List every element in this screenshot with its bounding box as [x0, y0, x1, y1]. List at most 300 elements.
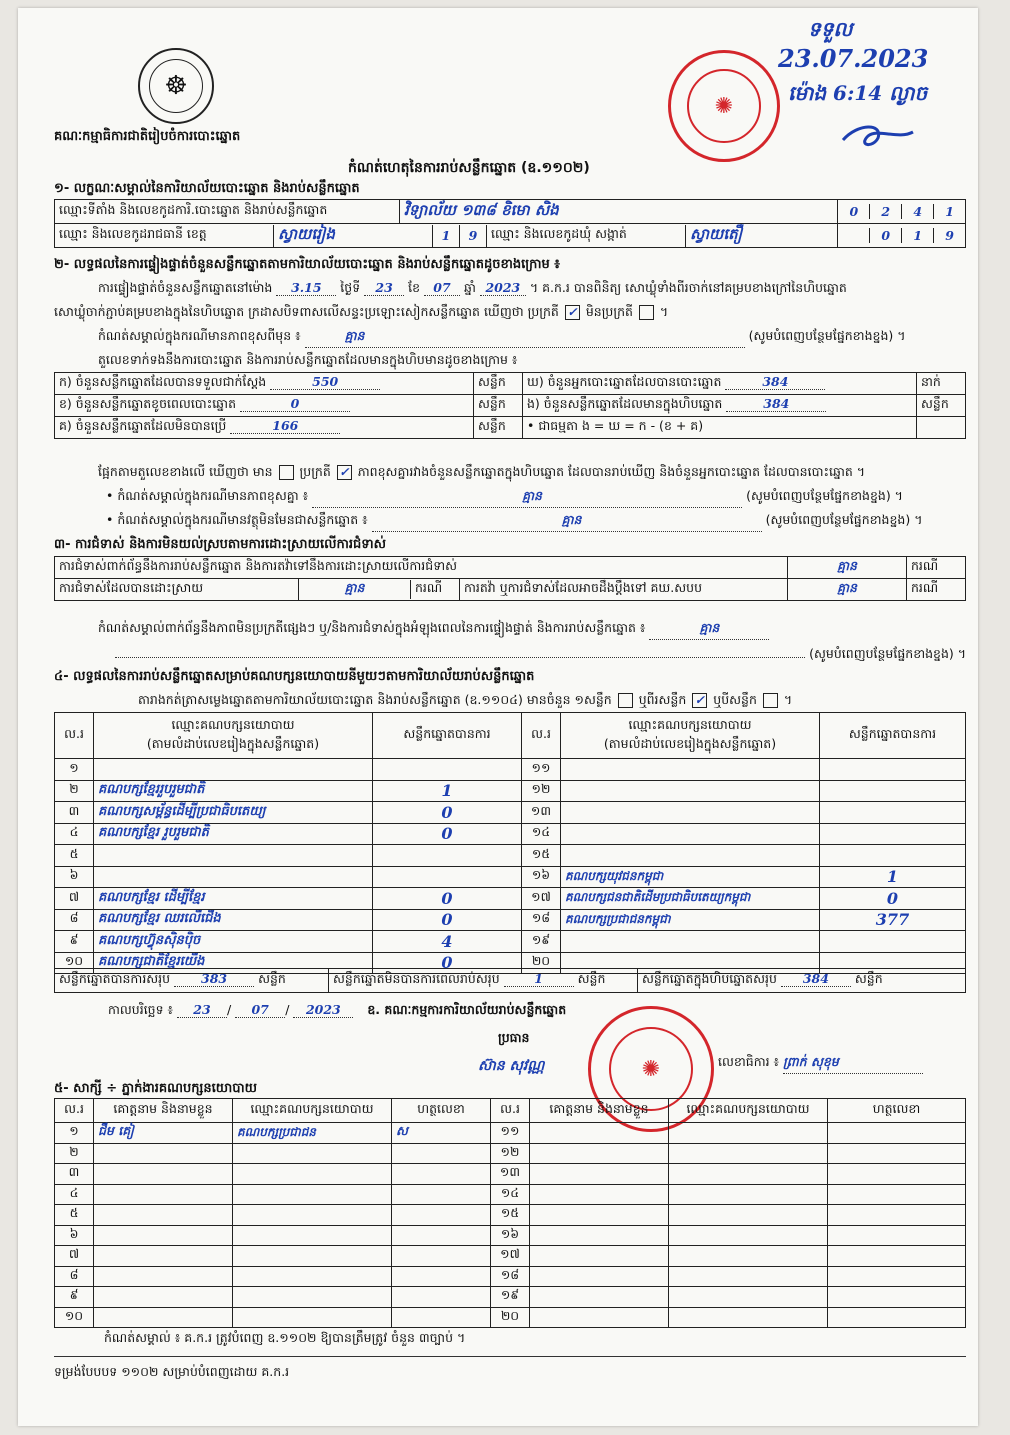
diff-note	[106, 488, 966, 508]
note-value: គ្មាន	[305, 328, 745, 348]
count-label: គ) ចំនួនសន្លឹកឆ្នោតដែលមិនបានប្រើ	[59, 418, 227, 433]
total-invalid	[329, 969, 638, 993]
total-valid	[55, 969, 329, 993]
witness-name	[530, 1287, 669, 1308]
witness-row	[55, 1205, 966, 1226]
text: ឆ្នាំ	[463, 280, 476, 295]
party-votes: 377	[820, 909, 966, 931]
section1-title: ១- លក្ខណៈសម្គាល់នៃការិយាល័យបោះឆ្នោត និងរាប់សន្លឹកឆ្នោត	[54, 181, 360, 196]
witness-party	[669, 1246, 828, 1267]
row-number: ១៦	[522, 866, 561, 888]
row-number: ៦	[55, 866, 94, 888]
seal-emblem-icon: ✺	[687, 69, 761, 143]
row-number: ១	[55, 759, 94, 781]
date-month: 07	[235, 1002, 285, 1018]
secretary-line: លេខាធិការ ៖ ព្រាក់ សុខុម	[718, 1054, 923, 1074]
one-sheet-checkbox[interactable]	[618, 693, 633, 708]
row-number: ១៥	[491, 1205, 530, 1226]
witness-party	[669, 1225, 828, 1246]
party-name	[94, 759, 373, 781]
witness-signature	[392, 1205, 491, 1226]
section1-table	[54, 199, 966, 248]
party-votes: 0	[373, 888, 522, 910]
text: ប្រក្រតី	[299, 464, 331, 479]
row-number: ១៦	[491, 1225, 530, 1246]
party-name: គណបក្សខ្មែរ ឈរលើជើង	[94, 909, 373, 931]
chair-signature: ស៊ាន សុវណ្ណ	[478, 1058, 545, 1074]
witness-row	[55, 1307, 966, 1328]
row-number: ៥	[55, 845, 94, 867]
witness-row	[55, 1143, 966, 1164]
row-number: ១៣	[522, 802, 561, 824]
secretary-name: ព្រាក់ សុខុម	[783, 1054, 923, 1074]
witness-name	[94, 1266, 233, 1287]
witness-party	[233, 1205, 392, 1226]
section3-hint	[54, 646, 966, 665]
verification-line	[98, 280, 968, 299]
row-number: ៣	[55, 1164, 94, 1185]
party-name: គណបក្សជនជាតិដើមប្រជាធិបតេយ្យកម្ពុជា	[561, 888, 820, 910]
text: ខែ	[408, 280, 421, 295]
witness-party	[233, 1164, 392, 1185]
witness-signature	[828, 1205, 966, 1226]
compare-line	[98, 464, 865, 483]
witness-name	[94, 1164, 233, 1185]
witness-name	[94, 1184, 233, 1205]
section4-title: ៤- លទ្ធផលនៃការរាប់សន្លឹកឆ្នោតសម្រាប់គណបក្សនយោបាយនីមួយៗតាមការិយាល័យរាប់សន្លឹកឆ្នោត	[54, 669, 535, 684]
commune-code-digit: 1	[902, 228, 934, 243]
row-number: ១៤	[522, 823, 561, 845]
count-unit	[917, 417, 966, 439]
section5-note: កំណត់សម្គាល់ ៖ គ.ក.រ ត្រូវបំពេញ ឧ.១១០២ ឱ្យបានត្រឹមត្រូវ ចំនួន ៣ច្បាប់ ។	[104, 1330, 466, 1345]
row-number: ១១	[522, 759, 561, 781]
row-number: ៤	[55, 1184, 94, 1205]
party-votes	[373, 866, 522, 888]
col-sign: ហត្ថលេខា	[828, 1099, 966, 1123]
row-number: ២០	[522, 952, 561, 974]
row-number: ១០	[55, 952, 94, 974]
party-votes: 0	[373, 823, 522, 845]
date-line: កាលបរិច្ឆេទ ៖ 23 / 07 / 2023 ឧ. គណៈកម្មការការិយាល័យរាប់សន្លឹកឆ្នោត	[108, 1002, 567, 1017]
party-name	[561, 802, 820, 824]
witness-signature	[828, 1143, 966, 1164]
count-label: ក) ចំនួនសន្លឹកឆ្នោតដែលបានទទួលជាក់ស្ដែង	[59, 374, 267, 389]
witness-party	[233, 1266, 392, 1287]
party-name	[561, 823, 820, 845]
count-label: ឃ) ចំនួនអ្នកបោះឆ្នោតដែលបានបោះឆ្នោត	[527, 374, 722, 389]
resolved-value: គ្មាន	[344, 580, 365, 595]
received-date: 23.07.2023	[778, 44, 929, 73]
col-votes: សន្លឹកឆ្នោតបានការ	[820, 713, 966, 759]
results-totals	[54, 968, 966, 993]
result-row	[55, 802, 966, 824]
witness-signature	[828, 1123, 966, 1144]
party-name: គណបក្សសម្ព័ន្ធដើម្បីប្រជាធិបតេយ្យ	[94, 802, 373, 824]
count-value: 384	[725, 374, 825, 390]
col-party	[94, 713, 373, 759]
committee-label: ឧ. គណៈកម្មការការិយាល័យរាប់សន្លឹកឆ្នោត	[367, 1002, 567, 1017]
time-value: 3.15	[276, 280, 336, 296]
witness-table	[54, 1098, 966, 1328]
party-name: គណបក្សយុវជនកម្ពុជា	[561, 866, 820, 888]
seal-check-line: សោឃ្លុំចាក់ភ្ជាប់គម្របខាងក្នុងនៃហិបឆ្នោត ក្រដាសបិទពាសលើសន្ទះប្រឡោះសៀកសន្លឹកឆ្នោត ឃើញថា ប្រក្រតី ✓ មិនប្រក្រតី ។	[54, 304, 669, 319]
text: ឈ្មោះគណបក្សនយោបាយ	[628, 716, 752, 732]
compare-checkbox-ok[interactable]	[279, 465, 294, 480]
count-row	[55, 395, 966, 417]
row-number: ១១	[491, 1123, 530, 1144]
witness-signature	[828, 1266, 966, 1287]
count-item	[523, 373, 917, 395]
complaints-table	[54, 556, 966, 601]
witness-party	[669, 1164, 828, 1185]
commune-label: ឈ្មោះ និងលេខកូដឃុំ សង្កាត់	[487, 225, 686, 247]
witness-name	[530, 1225, 669, 1246]
row-number: ១៥	[522, 845, 561, 867]
party-name	[94, 866, 373, 888]
party-votes	[373, 759, 522, 781]
divider	[54, 1356, 966, 1357]
text: ភាពខុសគ្នារវាងចំនួនសន្លឹកឆ្នោតក្នុងហិបឆ្នោត ដែលបានរាប់ឃើញ និងចំនួនអ្នកបោះឆ្នោត ដែលបានបោះឆ្នោត ។	[357, 464, 865, 479]
row-number: ៥	[55, 1205, 94, 1226]
witness-party	[233, 1307, 392, 1328]
party-name: គណបក្សខ្មែរ ដើម្បីខ្មែរ	[94, 888, 373, 910]
witness-signature	[828, 1184, 966, 1205]
row-number: ៧	[55, 1246, 94, 1267]
normal-checkbox[interactable]: ✓	[565, 305, 580, 320]
witness-signature	[392, 1164, 491, 1185]
row-number: ២	[55, 780, 94, 802]
witness-signature	[392, 1143, 491, 1164]
witness-name	[530, 1246, 669, 1267]
appeal-value: គ្មាន	[788, 579, 907, 601]
result-row	[55, 823, 966, 845]
three-sheet-checkbox[interactable]	[763, 693, 778, 708]
row-number: ១៤	[491, 1184, 530, 1205]
ballot-count-form	[18, 8, 978, 1426]
witness-name	[94, 1287, 233, 1308]
witness-name	[94, 1143, 233, 1164]
province-code-digit: 1	[433, 225, 460, 247]
total-box-value: 384	[781, 971, 851, 987]
total-invalid-value: 1	[504, 971, 574, 987]
appeal-label: ការតវ៉ា ឬការជំទាស់ដែលអាចដឹងប្ដឹងទៅ គឃ.សបប	[460, 579, 788, 601]
col-votes: សន្លឹកឆ្នោតបានការ	[373, 713, 522, 759]
text: កំណត់សម្គាល់ពាក់ព័ន្ធនឹងភាពមិនប្រក្រតីផ្សេងៗ ឬ/និងការជំទាស់ក្នុងអំឡុងពេលនៃការផ្ទៀងផ្ទាត់ និងការរាប់សន្លឹកឆ្នោត ៖	[98, 620, 646, 635]
text: សន្លឹកឆ្នោតបានការសរុប	[59, 971, 171, 986]
col-no: ល.រ	[491, 1099, 530, 1123]
text: សន្លឹក	[577, 971, 606, 986]
witness-name	[530, 1307, 669, 1328]
witness-party	[669, 1143, 828, 1164]
count-label: ខ) ចំនួនសន្លឹកឆ្នោតខូចពេលបោះឆ្នោត	[59, 396, 237, 411]
witness-row	[55, 1164, 966, 1185]
text: ការផ្ទៀងផ្ទាត់ចំនួនសន្លឹកឆ្នោតនៅម៉ោង	[98, 280, 273, 295]
party-votes	[373, 845, 522, 867]
object-note	[106, 512, 966, 532]
count-item	[55, 417, 474, 439]
text: ឬបីសន្លឹក	[713, 692, 757, 707]
witness-signature	[392, 1266, 491, 1287]
text: លេខាធិការ	[718, 1054, 770, 1069]
party-name: គណបក្សហ៊្វុនស៊ិនប៉ិច	[94, 931, 373, 953]
witness-name	[94, 1225, 233, 1246]
text: សន្លឹកឆ្នោតមិនបានការពេលរាប់សរុប	[333, 971, 500, 986]
row-number: ៦	[55, 1225, 94, 1246]
results-table	[54, 712, 966, 974]
text: ផ្អែកតាមតួលេខខាងលើ ឃើញថា មាន	[98, 464, 273, 479]
party-name: គណបក្សជាតិខ្មែរយើង	[94, 952, 373, 974]
party-votes: 0	[373, 952, 522, 974]
location-value: វិទ្យាល័យ ១៣៨ ខិមោ សិង	[400, 200, 838, 224]
received-signature-icon	[838, 118, 918, 150]
witness-row	[55, 1225, 966, 1246]
text: កាលបរិច្ឆេទ ៖	[108, 1002, 174, 1017]
chair-title: ប្រធាន	[498, 1030, 530, 1045]
total-valid-value: 383	[174, 971, 254, 987]
province-code-digit: 9	[460, 225, 487, 247]
party-votes	[820, 759, 966, 781]
witness-party	[233, 1184, 392, 1205]
witness-name	[530, 1266, 669, 1287]
witness-party	[669, 1205, 828, 1226]
text: ឬពីរសន្លឹក	[638, 692, 687, 707]
text: ឈ្មោះគណបក្សនយោបាយ	[171, 716, 295, 732]
section3-note-value: គ្មាន	[649, 620, 769, 640]
row-number: ១៧	[522, 888, 561, 910]
diff-note-value: គ្មាន	[312, 488, 742, 508]
witness-signature	[392, 1184, 491, 1205]
province-value: ស្វាយរៀង	[274, 225, 433, 247]
result-row	[55, 845, 966, 867]
national-emblem-icon: ☸	[138, 48, 214, 124]
complaints-value: គ្មាន	[788, 557, 907, 579]
count-label: ង) ចំនួនសន្លឹកឆ្នោតដែលមានក្នុងហិបឆ្នោត	[527, 396, 723, 411]
row-number: ២០	[491, 1307, 530, 1328]
text: • កំណត់សម្គាល់ក្នុងករណីមានវត្ថុមិនមែនជាសន្លឹកឆ្នោត ៖	[106, 512, 368, 527]
party-name	[94, 845, 373, 867]
received-time: ម៉ោង 6:14 ល្ងាច	[788, 81, 928, 105]
col-party: ឈ្មោះគណបក្សនយោបាយ	[233, 1099, 392, 1123]
station-code-digit: 2	[870, 204, 902, 219]
col-sign: ហត្ថលេខា	[392, 1099, 491, 1123]
count-unit: សន្លឹក	[474, 373, 523, 395]
received-label: ទទួល	[808, 17, 853, 41]
row-number: ១៧	[491, 1246, 530, 1267]
row-number: ១០	[55, 1307, 94, 1328]
witness-row	[55, 1246, 966, 1267]
text: កំណត់សម្គាល់ក្នុងករណីមានភាពខុសពីមុន ៖	[98, 328, 301, 343]
witness-name	[94, 1246, 233, 1267]
count-unit: សន្លឹក	[474, 395, 523, 417]
compare-checkbox-diff[interactable]: ✓	[337, 465, 352, 480]
witness-row	[55, 1123, 966, 1144]
commune-code-digit: 9	[934, 228, 965, 243]
count-row	[55, 373, 966, 395]
text: ។ គ.ក.រ បានពិនិត្យ សោឃ្លុំទាំងពីរចាក់នៅគម្របខាងក្រៅនៃហិបឆ្នោត	[529, 280, 847, 295]
row-number: ៩	[55, 931, 94, 953]
text: (តាមលំដាប់លេខរៀងក្នុងសន្លឹកឆ្នោត)	[603, 735, 777, 751]
count-value: 384	[726, 396, 826, 412]
count-table	[54, 372, 966, 439]
count-item	[523, 417, 917, 439]
section5-title: ៥- សាក្សី ÷ ភ្នាក់ងារគណបក្សនយោបាយ	[54, 1081, 257, 1096]
party-name: គណបក្សប្រជាជនកម្ពុជា	[561, 909, 820, 931]
row-number: ២	[55, 1143, 94, 1164]
witness-signature	[828, 1246, 966, 1267]
party-votes	[820, 931, 966, 953]
result-row	[55, 909, 966, 931]
seal-emblem-icon: ✺	[609, 1027, 693, 1111]
count-label: • ជាធម្មតា ង = ឃ = ក - (ខ + គ)	[527, 418, 704, 433]
year-value: 2023	[480, 280, 526, 296]
row-number: ១៨	[522, 909, 561, 931]
section2-intro: តួលេខទាក់ទងនឹងការបោះឆ្នោត និងការរាប់សន្លឹកឆ្នោតដែលមានក្នុងហិបមានដូចខាងក្រោម ៖	[98, 352, 518, 367]
row-number: ១	[55, 1123, 94, 1144]
party-votes: 0	[820, 888, 966, 910]
witness-signature	[392, 1246, 491, 1267]
text: មិនប្រក្រតី	[585, 304, 633, 319]
witness-signature	[828, 1287, 966, 1308]
day-value: 23	[364, 280, 404, 296]
party-votes: 0	[373, 802, 522, 824]
dotted-line	[115, 657, 805, 658]
party-votes: 1	[373, 780, 522, 802]
count-item	[55, 373, 474, 395]
row-number: ៨	[55, 909, 94, 931]
text: សន្លឹក	[854, 971, 883, 986]
party-votes: 4	[373, 931, 522, 953]
result-row	[55, 759, 966, 781]
row-number: ១៣	[491, 1164, 530, 1185]
text: (សូមបំពេញបន្ថែមផ្នែកខាងខ្នង) ។	[765, 512, 923, 527]
witness-party	[669, 1123, 828, 1144]
witness-name: ជឹម គៀ	[94, 1123, 233, 1144]
month-value: 07	[424, 280, 460, 296]
total-box	[638, 969, 966, 993]
section3-title: ៣- ការជំទាស់ និងការមិនយល់ស្របតាមការដោះស្រាយលើការជំទាស់	[54, 537, 386, 552]
witness-row	[55, 1184, 966, 1205]
row-number: ៤	[55, 823, 94, 845]
witness-name	[530, 1143, 669, 1164]
witness-name	[530, 1184, 669, 1205]
witness-party	[669, 1307, 828, 1328]
party-name	[561, 759, 820, 781]
count-unit: សន្លឹក	[917, 395, 966, 417]
text: ថ្ងៃទី	[340, 280, 361, 295]
form-title: កំណត់ហេតុនៃការរាប់សន្លឹកឆ្នោត (ឧ.១១០២)	[348, 160, 590, 176]
result-row	[55, 780, 966, 802]
count-item	[55, 395, 474, 417]
count-unit: សន្លឹក	[474, 417, 523, 439]
witness-name	[530, 1164, 669, 1185]
witness-name	[94, 1307, 233, 1328]
resolved-label: ការជំទាស់ដែលបានដោះស្រាយ	[55, 579, 299, 601]
text: សន្លឹកឆ្នោតក្នុងហិបឆ្នោតសរុប	[642, 971, 777, 986]
row-number: ៩	[55, 1287, 94, 1308]
col-no: ល.រ	[522, 713, 561, 759]
witness-signature	[828, 1164, 966, 1185]
section2-title: ២- លទ្ធផលនៃការផ្ទៀងផ្ទាត់ចំនួនសន្លឹកឆ្នោតតាមការិយាល័យបោះឆ្នោត និងរាប់សន្លឹកឆ្នោតដូចខាងក្រោម ៖	[54, 257, 560, 272]
two-sheet-checkbox[interactable]: ✓	[692, 693, 707, 708]
province-label: ឈ្មោះ និងលេខកូដរាជធានី ខេត្ត	[59, 226, 207, 241]
row-number: ៣	[55, 802, 94, 824]
witness-party	[233, 1246, 392, 1267]
party-votes	[820, 802, 966, 824]
section2-note	[98, 328, 966, 348]
witness-name	[530, 1205, 669, 1226]
text: ប្រក្រតី	[527, 304, 559, 319]
party-name	[561, 780, 820, 802]
party-votes: 1	[820, 866, 966, 888]
witness-row	[55, 1266, 966, 1287]
row-number: ៨	[55, 1266, 94, 1287]
result-row	[55, 866, 966, 888]
commune-code-blank	[838, 228, 869, 243]
row-number: ១២	[522, 780, 561, 802]
committee-name: គណៈកម្មាធិការជាតិរៀបចំការបោះឆ្នោត	[54, 129, 241, 144]
station-code-digit: 1	[934, 204, 965, 219]
commune-code-digit: 0	[870, 228, 902, 243]
party-votes	[820, 780, 966, 802]
commune-value: ស្វាយតឿ	[690, 224, 743, 243]
witness-name	[94, 1205, 233, 1226]
row-number: ៧	[55, 888, 94, 910]
unit: ករណី	[411, 580, 460, 599]
witness-party	[233, 1287, 392, 1308]
witness-signature	[392, 1307, 491, 1328]
witness-row	[55, 1287, 966, 1308]
row-number: ១៨	[491, 1266, 530, 1287]
text: (តាមលំដាប់លេខរៀងក្នុងសន្លឹកឆ្នោត)	[146, 735, 320, 751]
witness-signature	[392, 1287, 491, 1308]
count-value: 0	[240, 396, 350, 412]
witness-name	[530, 1123, 669, 1144]
party-name	[561, 931, 820, 953]
abnormal-checkbox[interactable]	[639, 305, 654, 320]
col-party	[561, 713, 820, 759]
witness-party: គណបក្សប្រជាជន	[233, 1123, 392, 1144]
witness-party	[669, 1287, 828, 1308]
section3-note	[98, 620, 968, 640]
text: • កំណត់សម្គាល់ក្នុងករណីមានភាពខុសគ្នា ៖	[106, 488, 309, 503]
section4-intro: តារាងកត់ត្រាសម្លេងឆ្នោតតាមការិយាល័យបោះឆ្នោត និងរាប់សន្លឹកឆ្នោត (ឧ.១១០៤) មានចំនួន ១សន្លឹក ឬពីរសន្លឹក ✓ ឬបីសន្លឹក ។	[138, 692, 793, 707]
col-no: ល.រ	[55, 1099, 94, 1123]
count-row	[55, 417, 966, 439]
party-votes: 0	[373, 909, 522, 931]
witness-party	[669, 1266, 828, 1287]
location-label: ឈ្មោះទីតាំង និងលេខកូដការិ.បោះឆ្នោត និងរាប់សន្លឹកឆ្នោត	[55, 200, 400, 224]
official-seal-top	[668, 50, 780, 162]
count-unit: នាក់	[917, 373, 966, 395]
unit: ករណី	[907, 579, 966, 601]
text: (សូមបំពេញបន្ថែមផ្នែកខាងខ្នង) ។	[809, 646, 966, 661]
unit: ករណី	[907, 557, 966, 579]
result-row	[55, 931, 966, 953]
row-number: ១៩	[522, 931, 561, 953]
col-name: គោត្តនាម និងនាមខ្លួន	[94, 1099, 233, 1123]
object-note-value: គ្មាន	[372, 512, 762, 532]
text: សោឃ្លុំចាក់ភ្ជាប់គម្របខាងក្នុងនៃហិបឆ្នោត ក្រដាសបិទពាសលើសន្ទះប្រឡោះសៀកសន្លឹកឆ្នោត ឃើញថា	[54, 304, 524, 319]
witness-signature: ស	[392, 1123, 491, 1144]
witness-party	[233, 1143, 392, 1164]
text: សន្លឹក	[258, 971, 286, 986]
witness-signature	[828, 1307, 966, 1328]
witness-party	[669, 1184, 828, 1205]
witness-signature	[392, 1225, 491, 1246]
party-votes	[820, 823, 966, 845]
party-votes	[820, 845, 966, 867]
station-code-digit: 4	[902, 204, 934, 219]
